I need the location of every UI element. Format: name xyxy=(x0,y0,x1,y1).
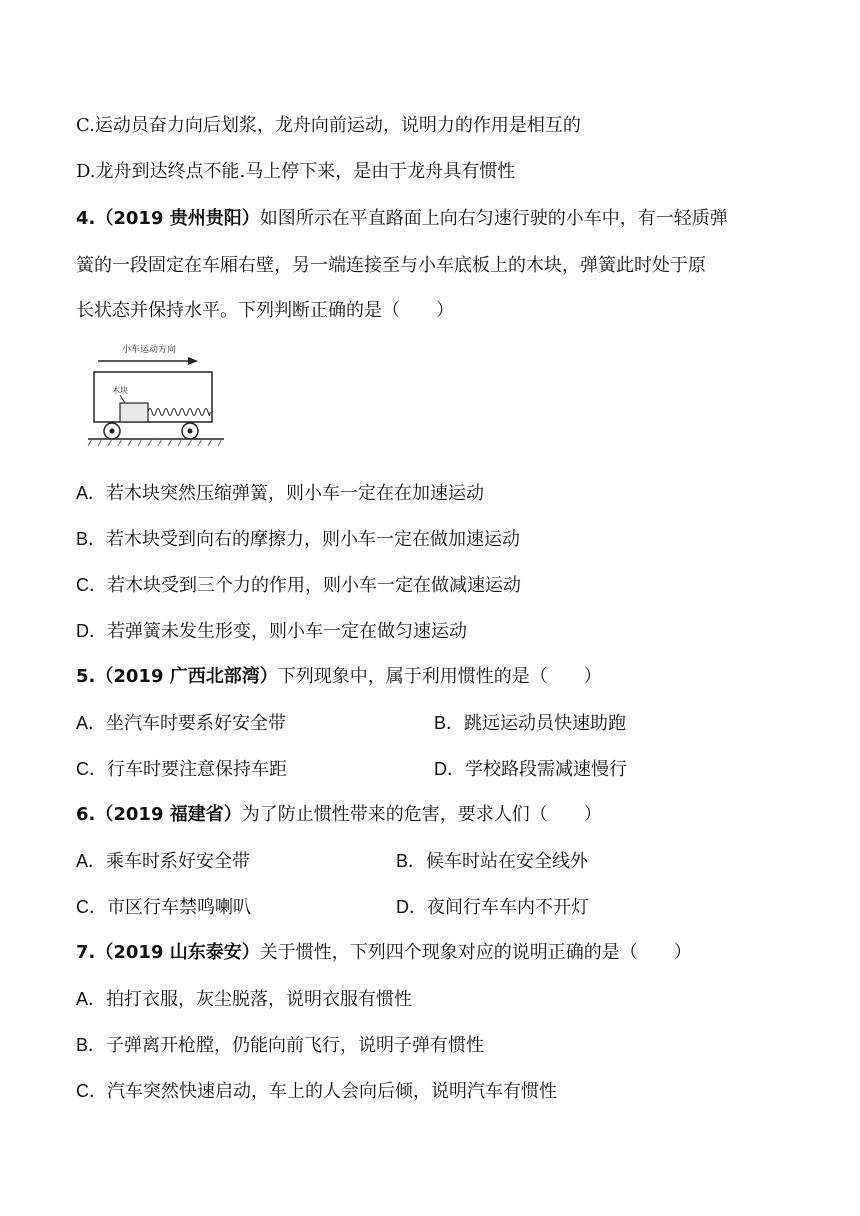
option-text: 坐汽车时要系好安全带 xyxy=(106,713,287,734)
option-text: 夜间行车车内不开灯 xyxy=(427,897,589,918)
q4-stem-line1 xyxy=(76,207,728,231)
option-letter: B． xyxy=(76,1035,107,1055)
option-letter: D． xyxy=(396,897,427,917)
q6-number: 6. xyxy=(76,804,96,825)
option-text: 若木块受到三个力的作用，则小车一定在做减速运动 xyxy=(107,575,521,596)
q7-source: （2019 山东泰安） xyxy=(95,942,260,963)
block-label: 木块 xyxy=(112,386,128,395)
spring xyxy=(148,409,210,416)
q7-number: 7. xyxy=(76,942,96,963)
q4-option-c xyxy=(76,573,521,598)
option-letter: D． xyxy=(434,759,465,779)
option-letter: A． xyxy=(76,989,107,1009)
option-text: 乘车时系好安全带 xyxy=(106,851,251,872)
q6-stem-text: 为了防止惯性带来的危害，要求人们（ ） xyxy=(241,804,602,825)
option-text: 子弹离开枪膛，仍能向前飞行，说明子弹有惯性 xyxy=(106,1035,485,1056)
direction-arrowhead xyxy=(188,357,198,365)
q3-option-c: C.运动员奋力向后划浆，龙舟向前运动，说明力的作用是相互的 xyxy=(76,115,581,136)
q7-option-c xyxy=(76,1079,557,1104)
option-text: 若木块受到向右的摩擦力，则小车一定在做加速运动 xyxy=(106,529,521,550)
option-letter: B． xyxy=(434,713,465,733)
option-letter: A． xyxy=(76,851,107,871)
q5-number: 5. xyxy=(76,666,96,687)
option-text: 行车时要注意保持车距 xyxy=(107,759,287,780)
q6-option-b xyxy=(396,849,588,874)
q7-stem xyxy=(76,941,692,965)
q4-source: （2019 贵州贵阳） xyxy=(95,208,260,229)
q4-number: 4. xyxy=(76,208,96,229)
option-text: 跳远运动员快速助跑 xyxy=(464,713,627,734)
q3-option-d: D.龙舟到达终点不能.马上停下来，是由于龙舟具有惯性 xyxy=(76,161,516,182)
q6-option-c xyxy=(76,895,251,920)
q4-option-b xyxy=(76,527,520,552)
option-text: 若弹簧未发生形变，则小车一定在做匀速运动 xyxy=(107,621,467,642)
option-letter: C． xyxy=(76,759,107,779)
q4-option-a xyxy=(76,481,484,506)
q6-option-a xyxy=(76,849,250,874)
q4-stem-line3: 长状态并保持水平。下列判断正确的是（ ） xyxy=(76,300,454,321)
q4-stem-line2: 簧的一段固定在车厢右壁，另一端连接至与小车底板上的木块，弹簧此时处于原 xyxy=(76,255,706,276)
wooden-block xyxy=(120,403,148,422)
q5-option-c xyxy=(76,757,287,782)
option-letter: C． xyxy=(76,575,107,595)
q5-option-b xyxy=(434,711,626,736)
option-text: 汽车突然快速启动，车上的人会向后倾，说明汽车有惯性 xyxy=(107,1081,557,1102)
q7-option-a xyxy=(76,987,412,1012)
q4-option-d xyxy=(76,619,467,644)
wheel-left-hub xyxy=(110,429,115,434)
wheel-right-hub xyxy=(188,429,193,434)
q5-option-d xyxy=(434,757,627,782)
q6-option-d xyxy=(396,895,589,920)
q5-option-a xyxy=(76,711,286,736)
q5-stem xyxy=(76,665,602,689)
option-letter: A． xyxy=(76,713,107,733)
q5-source: （2019 广西北部湾） xyxy=(95,666,278,687)
direction-label: 小车运动方向 xyxy=(122,345,177,355)
q7-stem-text: 关于惯性，下列四个现象对应的说明正确的是（ ） xyxy=(259,942,692,963)
q6-stem xyxy=(76,803,602,827)
option-letter: D． xyxy=(76,621,107,641)
option-text: 市区行车禁鸣喇叭 xyxy=(107,897,251,918)
option-text: 学校路段需减速慢行 xyxy=(465,759,627,780)
option-letter: C． xyxy=(76,1081,107,1101)
cart-spring-figure xyxy=(86,338,226,450)
q6-source: （2019 福建省） xyxy=(95,804,242,825)
option-text: 若木块突然压缩弹簧，则小车一定在在加速运动 xyxy=(106,483,485,504)
q4-stem-text: 如图所示在平直路面上向右匀速行驶的小车中，有一轻质弹 xyxy=(259,208,728,229)
q7-option-b xyxy=(76,1033,484,1058)
option-letter: A． xyxy=(76,483,107,503)
option-text: 候车时站在安全线外 xyxy=(426,851,589,872)
option-letter: B． xyxy=(76,529,107,549)
option-text: 拍打衣服，灰尘脱落，说明衣服有惯性 xyxy=(106,989,413,1010)
q5-stem-text: 下列现象中，属于利用惯性的是（ ） xyxy=(277,666,602,687)
option-letter: C． xyxy=(76,897,107,917)
option-letter: B． xyxy=(396,851,427,871)
ground-hatch xyxy=(88,439,222,446)
